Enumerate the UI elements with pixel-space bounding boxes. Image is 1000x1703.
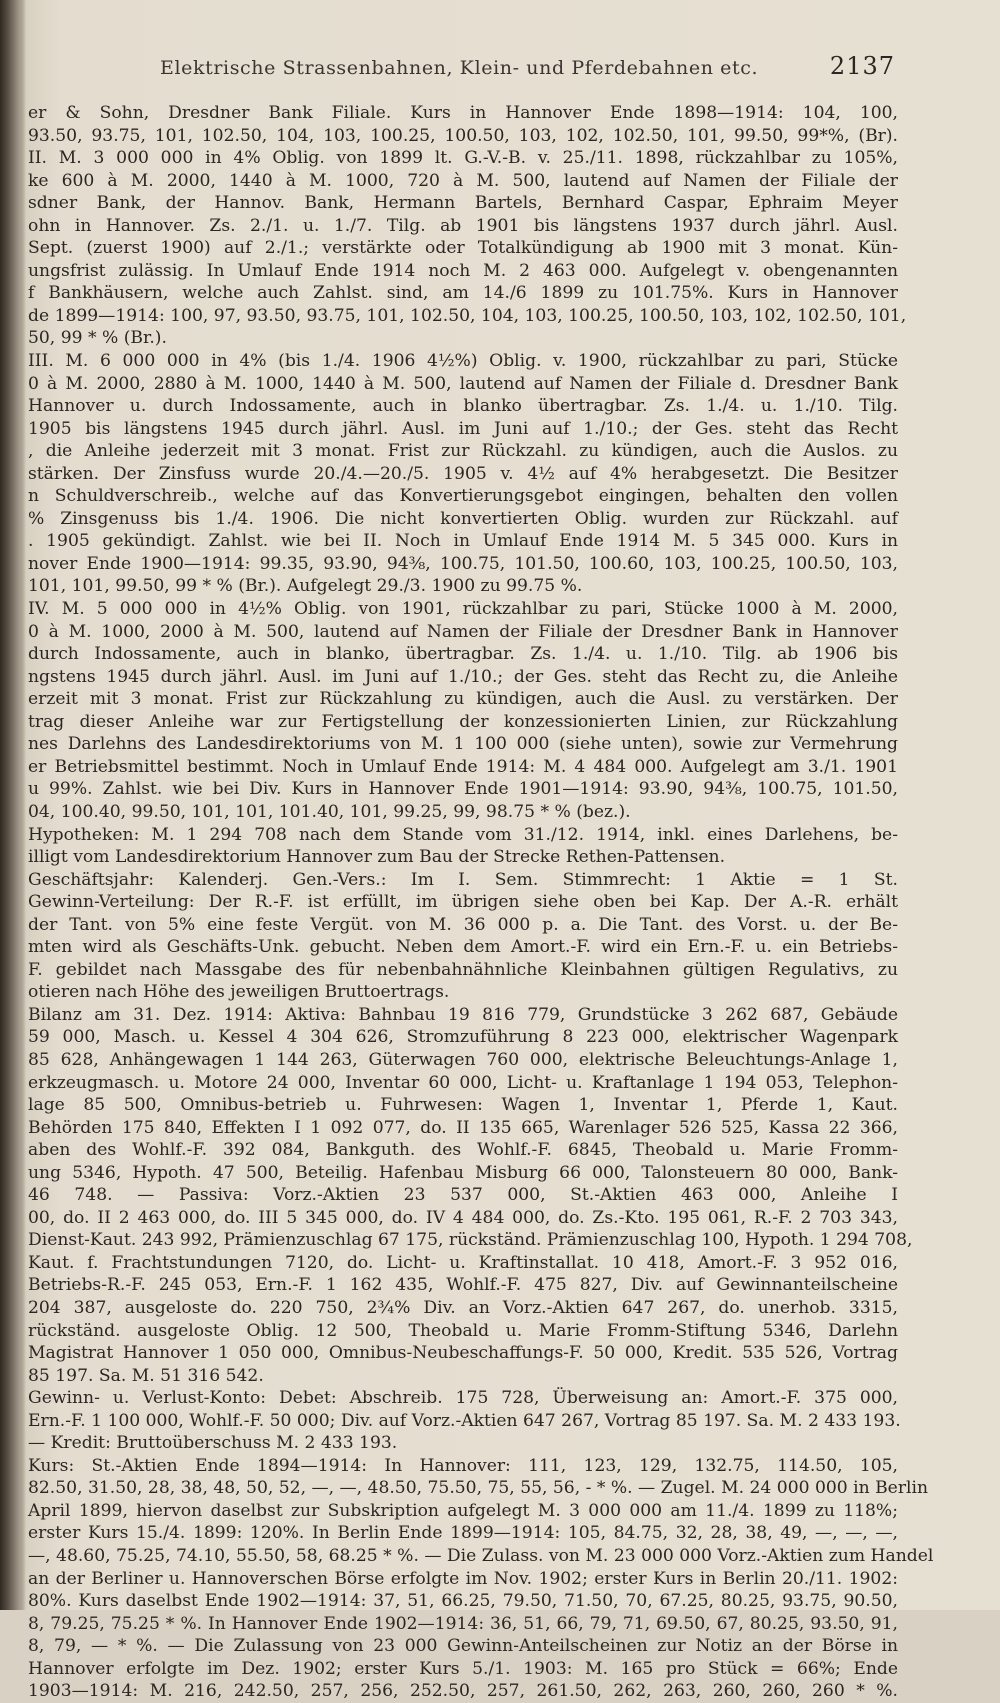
text-line: lage 85 500, Omnibus-betrieb u. Fuhrwesen: Wagen 1, Inventar 1, Pferde 1, Kaut. <box>28 1095 898 1116</box>
text-line: Betriebs-R.-F. 245 053, Ern.-F. 1 162 435, Wohlf.-F. 475 827, Div. auf Gewinnanteilscheine <box>28 1275 898 1296</box>
book-spine-shadow <box>0 0 26 1610</box>
text-line: 1905 bis längstens 1945 durch jährl. Ausl. im Juni auf 1./10.; der Ges. steht das Recht <box>28 418 898 439</box>
text-line: Hypotheken: M. 1 294 708 nach dem Stande vom 31./12. 1914, inkl. eines Darlehens, be- <box>28 824 898 845</box>
text-line: de 1899—1914: 100, 97, 93.50, 93.75, 101, 102.50, 104, 103, 100.25, 100.50, 103, 102, 102.50, 101, <box>28 305 907 326</box>
text-line: nes Darlehns des Landesdirektoriums von M. 1 100 000 (siehe unten), sowie zur Vermehrung <box>28 734 898 755</box>
page-number: 2137 <box>829 52 895 80</box>
text-line: 8, 79, — * %. — Die Zulassung von 23 000 Gewinn-Anteilscheinen zur Notiz an der Börse in <box>28 1636 898 1657</box>
page-header <box>30 52 895 82</box>
text-line: 0 à M. 2000, 2880 à M. 1000, 1440 à M. 500, lautend auf Namen der Filiale d. Dresdner Bank <box>28 373 898 394</box>
text-line: aben des Wohlf.-F. 392 084, Bankguth. des Wohlf.-F. 6845, Theobald u. Marie Fromm- <box>28 1140 898 1161</box>
text-line: 101, 101, 99.50, 99 * % (Br.). Aufgelegt 29./3. 1900 zu 99.75 %. <box>28 576 583 597</box>
text-line: u 99%. Zahlst. wie bei Div. Kurs in Hannover Ende 1901—1914: 93.90, 94⅜, 100.75, 101.50, <box>28 779 898 800</box>
text-line: 8, 79.25, 75.25 * %. In Hannover Ende 1902—1914: 36, 51, 66, 79, 71, 69.50, 67, 80.25, 93.50, 91, <box>28 1613 898 1634</box>
text-line: II. M. 3 000 000 in 4% Oblig. von 1899 lt. G.-V.-B. v. 25./11. 1898, rückzahlbar zu 105%, <box>28 148 898 169</box>
text-line: 0 à M. 1000, 2000 à M. 500, lautend auf Namen der Filiale der Dresdner Bank in Hannover <box>28 621 898 642</box>
text-line: ke 600 à M. 2000, 1440 à M. 1000, 720 à M. 500, lautend auf Namen der Filiale der <box>28 170 898 191</box>
text-line: illigt vom Landesdirektorium Hannover zum Bau der Strecke Rethen-Pattensen. <box>28 847 726 868</box>
text-line: erkzeugmasch. u. Motore 24 000, Inventar 60 000, Licht- u. Kraftanlage 1 194 053, Telephon- <box>28 1072 898 1093</box>
text-line: % Zinsgenuss bis 1./4. 1906. Die nicht konvertierten Oblig. wurden zur Rückzahl. auf <box>28 508 898 529</box>
text-line: Kaut. f. Frachtstundungen 7120, do. Licht- u. Kraftinstallat. 10 418, Amort.-F. 3 952 016, <box>28 1252 898 1273</box>
text-line: Hannover u. durch Indossamente, auch in blanko übertragbar. Zs. 1./4. u. 1./10. Tilg. <box>28 396 898 417</box>
text-line: sdner Bank, der Hannov. Bank, Hermann Bartels, Bernhard Caspar, Ephraim Meyer <box>28 193 898 214</box>
text-line: Kurs: St.-Aktien Ende 1894—1914: In Hannover: 111, 123, 129, 132.75, 114.50, 105, <box>28 1455 898 1476</box>
text-line: Hannover erfolgte im Dez. 1902; erster Kurs 5./1. 1903: M. 165 pro Stück = 66%; Ende <box>28 1658 898 1679</box>
page-body-text <box>28 102 934 1703</box>
text-line: nover Ende 1900—1914: 99.35, 93.90, 94⅜, 100.75, 101.50, 100.60, 103, 100.25, 100.50, 103, <box>28 553 898 574</box>
text-line: — Kredit: Bruttoüberschuss M. 2 433 193. <box>28 1433 398 1454</box>
text-line: Gewinn- u. Verlust-Konto: Debet: Abschreib. 175 728, Überweisung an: Amort.-F. 375 000, <box>28 1388 898 1409</box>
text-line: April 1899, hiervon daselbst zur Subskription aufgelegt M. 3 000 000 am 11./4. 1899 zu 118%; <box>28 1500 898 1521</box>
text-line: 85 197. Sa. M. 51 316 542. <box>28 1365 264 1386</box>
text-line: 204 387, ausgeloste do. 220 750, 2¾% Div. an Vorz.-Aktien 647 267, do. unerhob. 3315, <box>28 1297 898 1318</box>
text-line: 00, do. II 2 463 000, do. III 5 345 000, do. IV 4 484 000, do. Zs.-Kto. 195 061, R.-F. 2 703 343, <box>28 1207 898 1228</box>
text-line: durch Indossamente, auch in blanko, übertragbar. Zs. 1./4. u. 1./10. Tilg. ab 1906 bis <box>28 644 898 665</box>
text-line: IV. M. 5 000 000 in 4½% Oblig. von 1901, rückzahlbar zu pari, Stücke 1000 à M. 2000, <box>28 599 898 620</box>
text-line: er Betriebsmittel bestimmt. Noch in Umlauf Ende 1914: M. 4 484 000. Aufgelegt am 3./1. 1901 <box>28 756 898 777</box>
text-line: ung 5346, Hypoth. 47 500, Beteilig. Hafenbau Misburg 66 000, Talonsteuern 80 000, Bank- <box>28 1162 898 1183</box>
text-line: ungsfrist zulässig. In Umlauf Ende 1914 noch M. 2 463 000. Aufgelegt v. obengenannten <box>28 260 898 281</box>
running-title: Elektrische Strassenbahnen, Klein- und Pferdebahnen etc. <box>160 57 759 79</box>
text-line: ohn in Hannover. Zs. 2./1. u. 1./7. Tilg. ab 1901 bis längstens 1937 durch jährl. Ausl. <box>28 215 898 236</box>
text-line: n Schuldverschreib., welche auf das Konvertierungsgebot eingingen, behalten den vollen <box>28 486 898 507</box>
text-line: ngstens 1945 durch jährl. Ausl. im Juni auf 1./10.; der Ges. steht das Recht zu, die Anleihe <box>28 666 898 687</box>
text-line: Geschäftsjahr: Kalenderj. Gen.-Vers.: Im I. Sem. Stimmrecht: 1 Aktie = 1 St. <box>28 869 898 890</box>
text-line: er & Sohn, Dresdner Bank Filiale. Kurs in Hannover Ende 1898—1914: 104, 100, <box>28 103 898 123</box>
text-line: III. M. 6 000 000 in 4% (bis 1./4. 1906 4½%) Oblig. v. 1900, rückzahlbar zu pari, Stücke <box>28 351 898 372</box>
text-line: Gewinn-Verteilung: Der R.-F. ist erfüllt, im übrigen siehe oben bei Kap. Der A.-R. erhält <box>28 892 898 913</box>
text-line: 46 748. — Passiva: Vorz.-Aktien 23 537 000, St.-Aktien 463 000, Anleihe I <box>28 1185 898 1206</box>
text-line: F. gebildet nach Massgabe des für nebenbahnähnliche Kleinbahnen gültigen Regulativs, zu <box>28 959 898 980</box>
text-line: trag dieser Anleihe war zur Fertigstellung der konzessionierten Linien, zur Rückzahlung <box>28 711 898 732</box>
text-line: Sept. (zuerst 1900) auf 2./1.; verstärkte oder Totalkündigung ab 1900 mit 3 monat. Kün- <box>28 238 898 259</box>
text-line: Ern.-F. 1 100 000, Wohlf.-F. 50 000; Div. auf Vorz.-Aktien 647 267, Vortrag 85 197. Sa. M. 2 433 193. <box>28 1410 901 1431</box>
text-line: Magistrat Hannover 1 050 000, Omnibus-Neubeschaffungs-F. 50 000, Kredit. 535 526, Vortrag <box>28 1343 898 1364</box>
text-line: f Bankhäusern, welche auch Zahlst. sind, am 14./6 1899 zu 101.75%. Kurs in Hannover <box>28 283 898 304</box>
text-line: 04, 100.40, 99.50, 101, 101, 101.40, 101, 99.25, 99, 98.75 * % (bez.). <box>28 801 631 822</box>
text-line: 85 628, Anhängewagen 1 144 263, Güterwagen 760 000, elektrische Beleuchtungs-Anlage 1, <box>28 1049 898 1070</box>
text-line: 80%. Kurs daselbst Ende 1902—1914: 37, 51, 66.25, 79.50, 71.50, 70, 67.25, 80.25, 93.75, 90.50, <box>28 1591 898 1612</box>
text-line: Dienst-Kaut. 243 992, Prämienzuschlag 67 175, rückständ. Prämienzuschlag 100, Hypoth. 1 294 708, <box>28 1230 913 1251</box>
text-line: der Tant. von 5% eine feste Vergüt. von M. 36 000 p. a. Die Tant. des Vorst. u. der Be- <box>28 914 898 935</box>
text-line: 1903—1914: M. 216, 242.50, 257, 256, 252.50, 257, 261.50, 262, 263, 260, 260, 260 * %. <box>28 1681 898 1702</box>
text-line: 82.50, 31.50, 28, 38, 48, 50, 52, —, —, 48.50, 75.50, 75, 55, 56, - * %. — Zugel. M. 24 000 000 in Berlin <box>28 1478 929 1499</box>
text-line: rückständ. ausgeloste Oblig. 12 500, Theobald u. Marie Fromm-Stiftung 5346, Darlehn <box>28 1320 898 1341</box>
text-line: an der Berliner u. Hannoverschen Börse erfolgte im Nov. 1902; erster Kurs in Berlin 20./11. 1902: <box>28 1568 898 1589</box>
text-line: 59 000, Masch. u. Kessel 4 304 626, Stromzuführung 8 223 000, elektrischer Wagenpark <box>28 1027 898 1048</box>
text-line: —, 48.60, 75.25, 74.10, 55.50, 58, 68.25 * %. — Die Zulass. von M. 23 000 000 Vorz.-Aktien zum Handel <box>28 1546 934 1566</box>
text-line: Bilanz am 31. Dez. 1914: Aktiva: Bahnbau 19 816 779, Grundstücke 3 262 687, Gebäude <box>28 1004 898 1025</box>
text-line: erster Kurs 15./4. 1899: 120%. In Berlin Ende 1899—1914: 105, 84.75, 32, 28, 38, 49, —, —, —, <box>28 1523 898 1544</box>
text-line: , die Anleihe jederzeit mit 3 monat. Frist zur Rückzahl. zu kündigen, auch die Auslos. zu <box>28 441 898 462</box>
text-line: stärken. Der Zinsfuss wurde 20./4.—20./5. 1905 v. 4½ auf 4% herabgesetzt. Die Besitzer <box>28 463 898 484</box>
text-line: 93.50, 93.75, 101, 102.50, 104, 103, 100.25, 100.50, 103, 102, 102.50, 101, 99.50, 99*%, (Br). <box>28 125 898 146</box>
text-line: erzeit mit 3 monat. Frist zur Rückzahlung zu kündigen, auch die Ausl. zu verstärken. Der <box>28 689 898 710</box>
text-line: mten wird als Geschäfts-Unk. gebucht. Neben dem Amort.-F. wird ein Ern.-F. u. ein Betriebs- <box>28 937 898 958</box>
text-line: otieren nach Höhe des jeweiligen Bruttoertrags. <box>28 982 450 1003</box>
text-line: . 1905 gekündigt. Zahlst. wie bei II. Noch in Umlauf Ende 1914 M. 5 345 000. Kurs in <box>28 531 898 552</box>
text-line: Behörden 175 840, Effekten I 1 092 077, do. II 135 665, Warenlager 526 525, Kassa 22 366, <box>28 1117 898 1138</box>
text-line: 50, 99 * % (Br.). <box>28 328 167 349</box>
